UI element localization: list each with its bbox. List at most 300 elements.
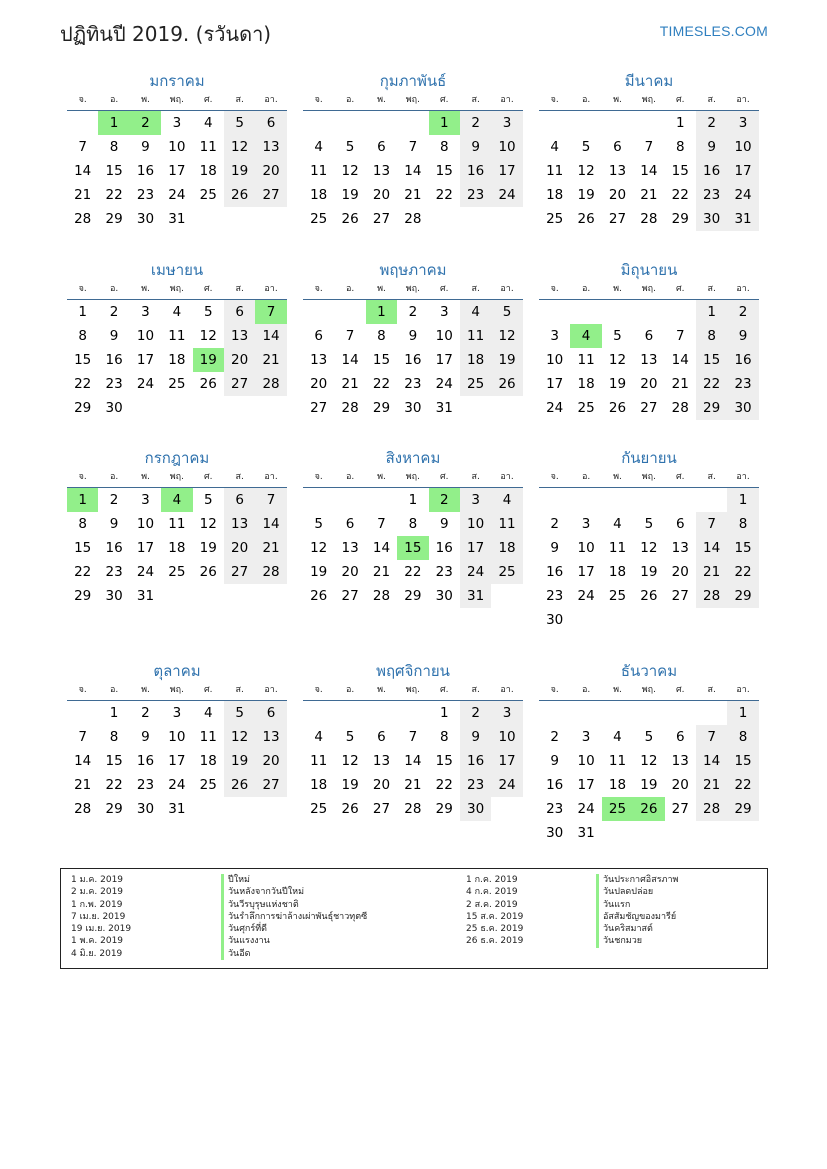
empty-cell — [665, 608, 696, 632]
week-row — [303, 159, 523, 183]
weekday-header — [303, 682, 523, 701]
day-cell: 15 — [74, 352, 92, 368]
empty-cell — [491, 207, 522, 231]
month-name: กันยายน — [621, 449, 677, 467]
weekday-label: ส. — [707, 685, 716, 695]
day-cell: 29 — [74, 400, 92, 416]
day-cell: 24 — [546, 400, 564, 416]
day-cell: 13 — [310, 352, 328, 368]
day-cell: 18 — [310, 777, 328, 793]
weekday-label: อา. — [264, 284, 278, 294]
empty-cell — [397, 111, 428, 135]
holiday-name: วันประกาศอิสรภาพ — [596, 874, 678, 886]
weekend-day-cell: 17 — [460, 536, 491, 560]
empty-cell — [334, 111, 365, 135]
day-cell: 7 — [78, 139, 87, 155]
day-cell: 17 — [577, 564, 595, 580]
empty-cell — [570, 300, 601, 324]
weekday-label: อา. — [500, 284, 514, 294]
weekend-day-cell: 28 — [255, 560, 286, 584]
month-name: พฤศจิกายน — [376, 662, 450, 680]
day-cell: 17 — [168, 163, 186, 179]
day-cell: 14 — [74, 163, 92, 179]
day-cell: 22 — [435, 777, 453, 793]
week-row — [67, 797, 287, 821]
day-cell: 18 — [310, 187, 328, 203]
month-name: ตุลาคม — [153, 662, 201, 680]
holiday-date: 25 ธ.ค. 2019 — [466, 924, 524, 935]
day-cell: 3 — [439, 304, 449, 320]
holiday-day-cell: 4 — [570, 324, 601, 348]
month-name: ธันวาคม — [620, 662, 678, 680]
day-cell: 6 — [377, 729, 386, 745]
day-cell: 21 — [372, 564, 391, 580]
day-cell: 5 — [581, 139, 591, 155]
day-cell: 1 — [78, 304, 87, 320]
week-row — [303, 300, 523, 324]
day-cell: 3 — [172, 705, 182, 721]
week-row — [67, 207, 287, 231]
week-row — [539, 701, 759, 725]
day-cell: 12 — [608, 352, 627, 368]
holiday-date: 1 ก.ค. 2019 — [466, 875, 518, 885]
day-cell: 18 — [168, 352, 186, 368]
weekend-day-cell: 13 — [224, 324, 255, 348]
day-cell: 4 — [613, 729, 622, 745]
day-cell: 12 — [199, 328, 217, 344]
empty-cell — [491, 584, 522, 608]
holiday-day-cell: 26 — [633, 797, 664, 821]
weekend-day-cell: 11 — [491, 512, 522, 536]
empty-cell — [224, 207, 255, 231]
day-cell: 20 — [341, 564, 359, 580]
week-row — [303, 207, 523, 231]
empty-cell — [539, 300, 570, 324]
weekday-label: ศ. — [439, 284, 449, 294]
weekday-header — [67, 281, 287, 300]
week-row — [67, 324, 287, 348]
week-row — [67, 512, 287, 536]
weekday-label: พฤ. — [405, 95, 420, 105]
day-cell: 12 — [640, 540, 658, 556]
day-cell: 2 — [109, 492, 119, 508]
day-cell: 24 — [168, 777, 186, 793]
day-cell: 3 — [581, 729, 591, 745]
weekend-day-cell: 13 — [224, 512, 255, 536]
day-cell: 23 — [136, 777, 155, 793]
empty-cell — [491, 797, 522, 821]
day-cell: 26 — [199, 564, 217, 580]
weekend-day-cell: 18 — [491, 536, 522, 560]
weekday-label: พ. — [613, 685, 622, 695]
month-name: พฤษภาคม — [379, 261, 447, 279]
weekday-label: อ. — [581, 685, 591, 695]
day-cell: 25 — [608, 588, 627, 604]
holiday-date: 19 เม.ย. 2019 — [71, 924, 132, 935]
day-cell: 29 — [74, 588, 92, 604]
week-row — [67, 584, 287, 608]
day-cell: 30 — [435, 588, 453, 604]
week-row — [303, 488, 523, 512]
weekend-day-cell: 18 — [460, 348, 491, 372]
day-cell: 2 — [550, 516, 559, 532]
week-row — [539, 324, 759, 348]
weekend-day-cell: 2 — [696, 111, 727, 135]
holiday-name: วันอีด — [221, 948, 367, 960]
empty-cell — [193, 797, 224, 821]
weekday-label: ศ. — [675, 685, 685, 695]
day-cell: 16 — [105, 540, 123, 556]
weekend-day-cell: 17 — [727, 159, 758, 183]
weekday-label: อ. — [345, 472, 355, 482]
weekend-day-cell: 13 — [255, 135, 286, 159]
month-block — [539, 70, 759, 231]
weekday-label: ส. — [471, 284, 480, 294]
empty-cell — [602, 300, 633, 324]
day-cell: 19 — [640, 777, 658, 793]
weekday-label: ศ. — [675, 95, 685, 105]
week-row — [303, 560, 523, 584]
day-cell: 6 — [675, 516, 685, 532]
weekend-day-cell: 11 — [460, 324, 491, 348]
page-title: ปฏิทินปี 2019. (รวันดา) — [60, 22, 272, 46]
week-row — [303, 701, 523, 725]
empty-cell — [602, 821, 633, 845]
weekday-label: จ. — [314, 472, 323, 482]
day-cell: 6 — [314, 328, 323, 344]
weekday-label: ศ. — [203, 685, 213, 695]
day-cell: 9 — [408, 328, 418, 344]
day-cell: 12 — [640, 753, 658, 769]
weekend-day-cell: 14 — [696, 749, 727, 773]
day-cell: 22 — [435, 187, 453, 203]
day-cell: 19 — [310, 564, 328, 580]
month-block — [303, 447, 523, 608]
day-cell: 11 — [199, 139, 217, 155]
week-row — [303, 536, 523, 560]
week-row — [67, 372, 287, 396]
weekend-day-cell: 10 — [491, 725, 522, 749]
weekend-day-cell: 27 — [224, 372, 255, 396]
weekend-day-cell: 23 — [727, 372, 758, 396]
weekday-label: พฤ. — [405, 685, 420, 695]
empty-cell — [366, 488, 397, 512]
day-cell: 6 — [644, 328, 654, 344]
weekend-day-cell: 27 — [255, 183, 286, 207]
weekday-label: อา. — [264, 685, 278, 695]
weekend-day-cell: 10 — [727, 135, 758, 159]
day-cell: 1 — [408, 492, 418, 508]
weekday-label: อ. — [581, 95, 591, 105]
week-row — [303, 584, 523, 608]
day-cell: 1 — [439, 705, 449, 721]
day-cell: 23 — [105, 376, 123, 392]
empty-cell — [429, 207, 460, 231]
weekday-label: ส. — [235, 472, 244, 482]
weekday-label: ส. — [235, 685, 244, 695]
weekend-day-cell: 31 — [727, 207, 758, 231]
day-cell: 8 — [109, 729, 119, 745]
day-cell: 29 — [404, 588, 422, 604]
empty-cell — [491, 396, 522, 420]
day-cell: 8 — [78, 516, 87, 532]
day-cell: 10 — [577, 753, 595, 769]
day-cell: 10 — [168, 729, 186, 745]
weekend-day-cell: 16 — [460, 159, 491, 183]
week-row — [303, 396, 523, 420]
weekday-label: อา. — [264, 95, 278, 105]
weekend-day-cell: 22 — [696, 372, 727, 396]
week-row — [303, 183, 523, 207]
day-cell: 2 — [408, 304, 418, 320]
day-cell: 11 — [608, 753, 627, 769]
day-cell: 25 — [310, 211, 328, 227]
empty-cell — [633, 821, 664, 845]
weekend-day-cell: 23 — [460, 773, 491, 797]
weekday-label: พ. — [613, 472, 622, 482]
weekend-day-cell: 24 — [727, 183, 758, 207]
weekend-day-cell: 27 — [224, 560, 255, 584]
weekend-day-cell: 8 — [696, 324, 727, 348]
weekend-day-cell: 2 — [460, 701, 491, 725]
weekend-day-cell: 30 — [727, 396, 758, 420]
month-block — [539, 660, 759, 845]
day-cell: 16 — [105, 352, 123, 368]
empty-cell — [161, 584, 192, 608]
day-cell: 26 — [341, 211, 359, 227]
weekday-label: พฤ. — [405, 472, 420, 482]
week-row — [303, 512, 523, 536]
brand-link[interactable]: TIMESLES.COM — [659, 23, 768, 39]
week-row — [303, 324, 523, 348]
week-row — [303, 749, 523, 773]
holiday-day-cell: 7 — [255, 300, 286, 324]
holiday-day-cell: 15 — [397, 536, 428, 560]
weekday-label: ศ. — [439, 95, 449, 105]
weekday-label: พฤ. — [641, 472, 656, 482]
weekday-label: พ. — [377, 284, 386, 294]
day-cell: 9 — [550, 540, 559, 556]
holiday-name: วันศุกร์ที่ดี — [221, 923, 367, 935]
day-cell: 13 — [640, 352, 658, 368]
day-cell: 28 — [404, 211, 422, 227]
day-cell: 5 — [203, 304, 213, 320]
weekday-header — [539, 682, 759, 701]
day-cell: 21 — [74, 187, 92, 203]
weekday-header — [303, 92, 523, 111]
week-row — [539, 159, 759, 183]
day-cell: 3 — [141, 304, 150, 320]
empty-cell — [67, 111, 98, 135]
weekday-label: พ. — [141, 284, 150, 294]
day-cell: 11 — [546, 163, 564, 179]
weekend-day-cell: 31 — [460, 584, 491, 608]
week-row — [67, 773, 287, 797]
day-cell: 7 — [675, 328, 685, 344]
day-cell: 5 — [345, 729, 355, 745]
weekday-label: จ. — [314, 685, 323, 695]
weekend-day-cell: 29 — [727, 584, 758, 608]
empty-cell — [303, 701, 334, 725]
day-cell: 15 — [105, 753, 123, 769]
day-cell: 27 — [671, 588, 689, 604]
day-cell: 12 — [577, 163, 595, 179]
week-row — [67, 560, 287, 584]
weekday-label: ศ. — [675, 284, 685, 294]
day-cell: 28 — [74, 801, 92, 817]
weekday-label: จ. — [550, 472, 559, 482]
weekend-day-cell: 2 — [727, 300, 758, 324]
week-row — [539, 111, 759, 135]
weekday-label: ส. — [235, 95, 244, 105]
weekend-day-cell: 6 — [224, 300, 255, 324]
day-cell: 30 — [404, 400, 422, 416]
day-cell: 23 — [404, 376, 422, 392]
weekend-day-cell: 16 — [727, 348, 758, 372]
weekday-header — [303, 469, 523, 488]
day-cell: 22 — [404, 564, 422, 580]
empty-cell — [193, 207, 224, 231]
holiday-day-cell: 1 — [366, 300, 397, 324]
day-cell: 26 — [310, 588, 328, 604]
holiday-dates-right — [466, 874, 523, 948]
day-cell: 26 — [608, 400, 627, 416]
day-cell: 31 — [136, 588, 155, 604]
empty-cell — [539, 488, 570, 512]
day-cell: 11 — [577, 352, 595, 368]
day-cell: 29 — [671, 211, 689, 227]
weekday-label: อ. — [581, 472, 591, 482]
weekend-day-cell: 14 — [255, 512, 286, 536]
day-cell: 18 — [199, 753, 217, 769]
weekday-label: พ. — [377, 472, 386, 482]
week-row — [539, 749, 759, 773]
weekday-label: ส. — [471, 472, 480, 482]
day-cell: 9 — [141, 139, 150, 155]
day-cell: 26 — [341, 801, 359, 817]
day-cell: 21 — [671, 376, 689, 392]
day-cell: 10 — [435, 328, 453, 344]
day-cell: 7 — [345, 328, 355, 344]
day-cell: 10 — [168, 139, 186, 155]
day-cell: 20 — [608, 187, 627, 203]
empty-cell — [255, 396, 286, 420]
weekend-day-cell: 5 — [491, 300, 522, 324]
weekday-label: อา. — [736, 472, 750, 482]
weekday-label: อา. — [736, 95, 750, 105]
day-cell: 13 — [608, 163, 627, 179]
holiday-date: 7 เม.ย. 2019 — [71, 911, 126, 922]
holiday-list — [60, 868, 768, 969]
day-cell: 24 — [168, 187, 186, 203]
weekday-label: อ. — [109, 472, 119, 482]
weekend-day-cell: 1 — [727, 488, 758, 512]
day-cell: 17 — [136, 540, 155, 556]
day-cell: 7 — [408, 139, 418, 155]
weekend-day-cell: 15 — [727, 749, 758, 773]
weekday-label: พฤ. — [169, 284, 184, 294]
weekend-day-cell: 10 — [460, 512, 491, 536]
holiday-date: 1 พ.ค. 2019 — [71, 936, 124, 947]
month-block — [67, 660, 287, 821]
weekday-label: อา. — [500, 95, 514, 105]
weekday-label: ศ. — [203, 472, 213, 482]
weekday-label: อา. — [264, 472, 278, 482]
day-cell: 11 — [608, 540, 627, 556]
holiday-date: 1 ก.พ. 2019 — [71, 899, 123, 910]
empty-cell — [539, 111, 570, 135]
weekend-day-cell: 26 — [491, 372, 522, 396]
day-cell: 19 — [341, 777, 359, 793]
weekend-day-cell: 16 — [696, 159, 727, 183]
week-row — [539, 536, 759, 560]
day-cell: 26 — [640, 588, 658, 604]
day-cell: 24 — [577, 588, 595, 604]
day-cell: 18 — [168, 540, 186, 556]
holiday-date: 1 ม.ค. 2019 — [71, 875, 124, 885]
empty-cell — [665, 300, 696, 324]
weekday-label: พฤ. — [169, 95, 184, 105]
day-cell: 6 — [345, 516, 355, 532]
day-cell: 21 — [640, 187, 658, 203]
weekend-day-cell: 8 — [727, 512, 758, 536]
holiday-day-cell: 1 — [429, 111, 460, 135]
empty-cell — [303, 111, 334, 135]
day-cell: 19 — [341, 187, 359, 203]
day-cell: 14 — [640, 163, 658, 179]
day-cell: 7 — [408, 729, 418, 745]
week-row — [67, 701, 287, 725]
weekend-day-cell: 15 — [727, 536, 758, 560]
empty-cell — [665, 821, 696, 845]
week-row — [539, 725, 759, 749]
week-row — [67, 183, 287, 207]
weekend-day-cell: 6 — [255, 701, 286, 725]
weekday-label: พฤ. — [169, 472, 184, 482]
day-cell: 13 — [372, 753, 391, 769]
day-cell: 14 — [372, 540, 391, 556]
weekday-label: ส. — [471, 685, 480, 695]
holiday-name: วันปลดปล่อย — [596, 886, 678, 898]
day-cell: 22 — [74, 564, 92, 580]
day-cell: 9 — [109, 516, 119, 532]
day-cell: 15 — [105, 163, 123, 179]
weekday-label: พฤ. — [641, 95, 656, 105]
day-cell: 9 — [109, 328, 119, 344]
empty-cell — [130, 396, 161, 420]
day-cell: 1 — [109, 705, 119, 721]
holiday-name: อัสสัมชัญของมารีย์ — [596, 911, 678, 923]
weekday-label: อ. — [109, 685, 119, 695]
day-cell: 15 — [671, 163, 689, 179]
weekday-label: อ. — [345, 95, 355, 105]
week-row — [539, 821, 759, 845]
week-row — [539, 348, 759, 372]
day-cell: 23 — [136, 187, 155, 203]
day-cell: 24 — [577, 801, 595, 817]
day-cell: 20 — [310, 376, 328, 392]
day-cell: 22 — [105, 777, 123, 793]
month-name: เมษายน — [150, 261, 204, 279]
day-cell: 31 — [435, 400, 453, 416]
day-cell: 24 — [136, 376, 155, 392]
weekday-label: จ. — [550, 95, 559, 105]
week-row — [539, 608, 759, 632]
weekend-day-cell: 7 — [696, 512, 727, 536]
weekend-day-cell: 29 — [696, 396, 727, 420]
empty-cell — [727, 821, 758, 845]
month-block — [303, 70, 523, 231]
